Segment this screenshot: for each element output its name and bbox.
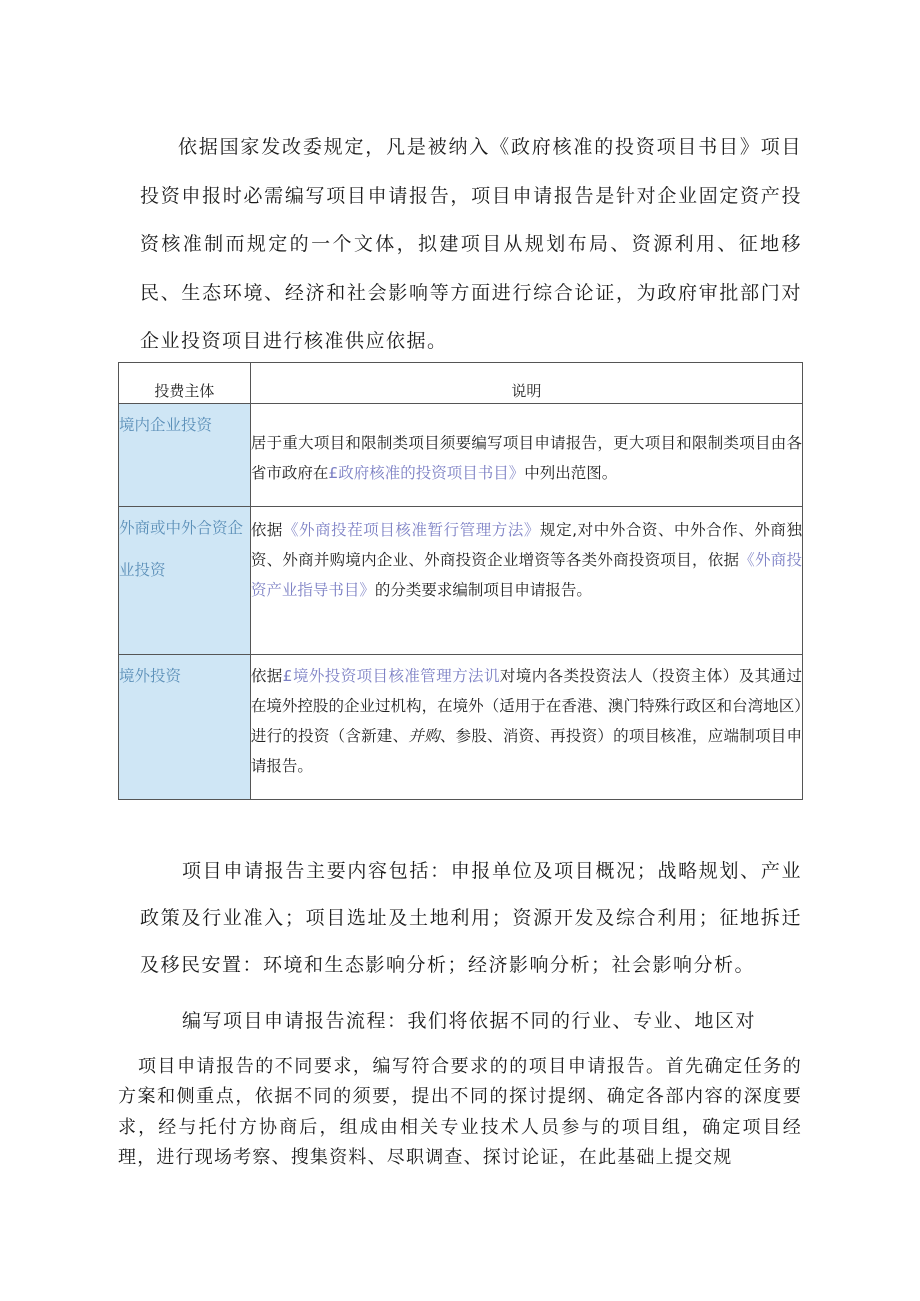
row-description bbox=[250, 507, 802, 655]
row-description bbox=[250, 655, 802, 800]
regulation-link[interactable]: 《外商投资产业指导书目》 bbox=[250, 551, 802, 599]
desc-italic-text: 并购 bbox=[408, 727, 440, 745]
header-subject: 投费主体 bbox=[119, 363, 251, 404]
table-row bbox=[119, 655, 803, 800]
desc-text: 依据 bbox=[250, 521, 283, 539]
process-paragraph: 项目申请报告的不同要求，编写符合要求的的项目申请报告。首先确定任务的方案和侧重点，依据不同的须要，提出不同的探讨提纲、确定各部内容的深度要求，经与托付方协商后，组成由相关专业技术人员参与的项目组，确定项目经理，进行现场考察、搜集资料、尽职调查、探讨论证，在此基础上提交规 bbox=[118, 1056, 802, 1168]
row-subject: 境内企业投资 bbox=[119, 404, 251, 507]
desc-text: 的分类要求编制项目申请报告。 bbox=[374, 581, 592, 599]
row-subject: 外商或中外合资企业投资 bbox=[119, 507, 251, 655]
intro-paragraph: 依据国家发改委规定，凡是被纳入《政府核准的投资项目书目》项目投资申报时必需编写项目申请报告，项目申请报告是针对企业固定资产投资核准制而规定的一个文体，拟建项目从规划布局、资源利用、征地移民、生态环境、经济和社会影响等方面进行综合论证，为政府审批部门对企业投资项目进行核准供应依据。 bbox=[140, 136, 802, 353]
regulation-link[interactable]: £政府核准的投资项目书目》 bbox=[328, 464, 525, 482]
regulation-link[interactable]: £境外投资项目核准管理方法讥 bbox=[282, 667, 500, 685]
desc-text: 居于重大项目和限制类项目须要编写项目申请报告，更大项目和限制类项目由各省市政府在 bbox=[250, 434, 802, 482]
header-description: 说明 bbox=[250, 363, 802, 404]
regulation-link[interactable]: 《外商投茬项目核准暂行管理方法》 bbox=[282, 521, 540, 539]
row-description bbox=[250, 404, 802, 507]
desc-text: 、参股、消资、再投资）的项目核准，应端制项目申请报告。 bbox=[250, 727, 802, 775]
desc-text: 规定,对中外合资、中外合作、外商独资、外商并购境内企业、外商投资企业增资等各类外商投资项目，依据 bbox=[250, 521, 802, 569]
table-row bbox=[119, 507, 803, 655]
content-paragraph: 项目申请报告主要内容包括：申报单位及项目概况；战略规划、产业政策及行业准入；项目选址及土地利用；资源开发及综合利用；征地拆迁及移民安置：环境和生态影响分析；经济影响分析；社会影响分析。 bbox=[140, 860, 802, 976]
table-header-row bbox=[119, 363, 803, 404]
desc-text: 依据 bbox=[250, 667, 283, 685]
row-subject: 境外投资 bbox=[119, 655, 251, 800]
desc-text: 中列出范图。 bbox=[524, 464, 618, 482]
desc-text: 对境内各类投资法人（投资主体）及其通过在境外控股的企业过机构，在境外（适用于在香港、澳门特殊行政区和台湾地区）进行的投资（含新建、 bbox=[250, 667, 802, 745]
investment-subject-table bbox=[118, 362, 803, 800]
process-heading: 编写项目申请报告流程：我们将依据不同的行业、专业、地区对 bbox=[182, 1010, 757, 1032]
table-row bbox=[119, 404, 803, 507]
